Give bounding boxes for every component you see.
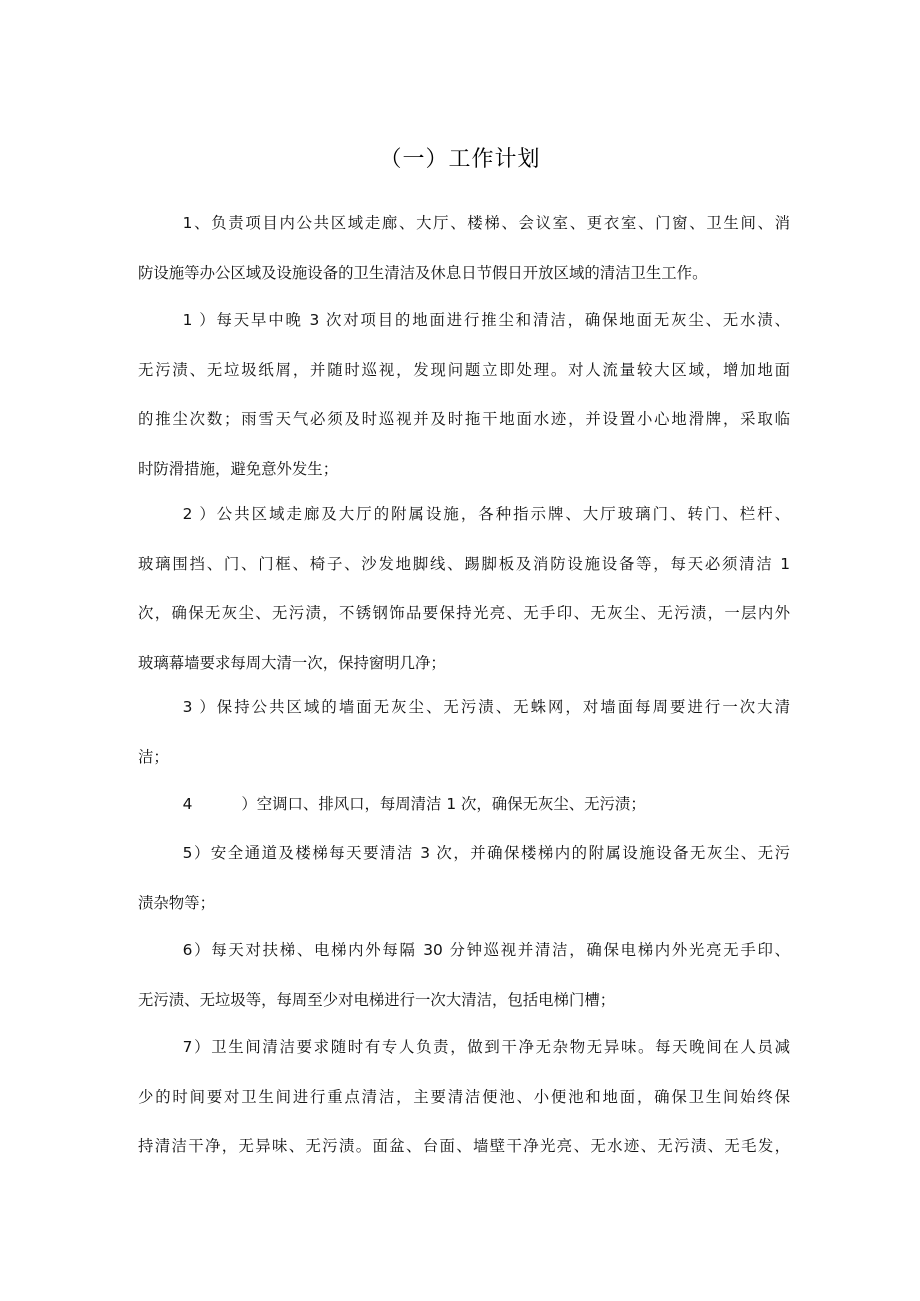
paragraph-line: 2 ）公共区域走廊及大厅的附属设施，各种指示牌、大厅玻璃门、转门、栏杆、	[182, 505, 790, 523]
paragraph-line: 时防滑措施，避免意外发生；	[138, 459, 339, 478]
paragraph-8	[138, 1023, 790, 1172]
paragraph-line: 玻璃围挡、门、门框、椅子、沙发地脚线、踢脚板及消防设施设备等，每天必须清洁 1	[138, 554, 790, 573]
paragraph-line: 次，确保无灰尘、无污渍，不锈钢饰品要保持光亮、无手印、无灰尘、无污渍，一层内外	[138, 604, 790, 622]
paragraph-line: 防设施等办公区域及设施设备的卫生清洁及休息日节假日开放区域的清洁卫生工作。	[138, 263, 708, 282]
paragraph-line: 玻璃幕墙要求每周大清一次，保持窗明几净；	[138, 653, 446, 672]
paragraph-4	[138, 683, 790, 782]
paragraph-3	[138, 490, 790, 688]
paragraph-line: 无污渍、无垃圾纸屑，并随时巡视，发现问题立即处理。对人流量较大区域，增加地面	[138, 360, 790, 379]
paragraph-line: 渍杂物等；	[138, 893, 215, 912]
paragraph-1	[138, 199, 790, 298]
paragraph-line: 无污渍、无垃圾等，每周至少对电梯进行一次大清洁，包括电梯门槽；	[138, 990, 616, 1009]
paragraph-line: 少的时间要对卫生间进行重点清洁，主要清洁便池、小便池和地面，确保卫生间始终保	[138, 1087, 790, 1106]
paragraph-line: 6）每天对扶梯、电梯内外每隔 30 分钟巡视并清洁，确保电梯内外光亮无手印、	[182, 941, 790, 959]
page-title: （一）工作计划	[379, 147, 541, 172]
paragraph-6	[138, 829, 790, 928]
paragraph-line: 1 ）每天早中晚 3 次对项目的地面进行推尘和清洁，确保地面无灰尘、无水渍、	[182, 311, 790, 329]
paragraph-line: 1、负责项目内公共区域走廊、大厅、楼梯、会议室、更衣室、门窗、卫生间、消	[182, 214, 790, 232]
paragraph-line: 5）安全通道及楼梯每天要清洁 3 次，并确保楼梯内的附属设施设备无灰尘、无污	[182, 844, 790, 862]
paragraph-line: 持清洁干净，无异味、无污渍。面盆、台面、墙壁干净光亮、无水迹、无污渍、无毛发，	[138, 1137, 790, 1155]
paragraph-7	[138, 926, 790, 1025]
paragraph-line: 洁；	[138, 747, 169, 766]
paragraph-line: 4 ）空调口、排风口，每周清洁 1 次，确保无灰尘、无污渍；	[182, 795, 646, 813]
paragraph-line: 7）卫生间清洁要求随时有专人负责，做到干净无杂物无异味。每天晚间在人员减	[182, 1038, 790, 1056]
paragraph-line: 3 ）保持公共区域的墙面无灰尘、无污渍、无蛛网，对墙面每周要进行一次大清	[182, 698, 790, 716]
paragraph-line: 的推尘次数；雨雪天气必须及时巡视并及时拖干地面水迹，并设置小心地滑牌，采取临	[138, 410, 790, 428]
paragraph-5	[138, 780, 790, 830]
paragraph-2	[138, 296, 790, 494]
